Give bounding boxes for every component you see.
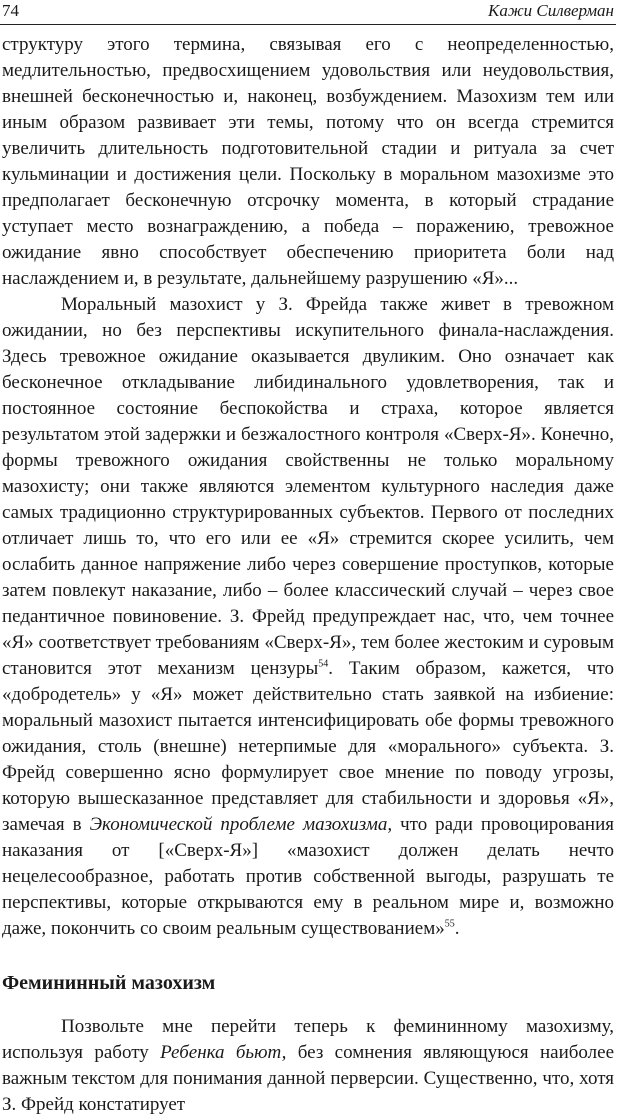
paragraph-3-part-b: без сомнения являющуюся наиболее важным текстом для понимания данной перверсии. Существенно, что, хотя З. Фрейд констатирует: [2, 1042, 614, 1115]
paragraph-3: [2, 1014, 614, 1118]
page-body: [2, 32, 614, 1118]
paragraph-2: [2, 292, 614, 942]
paragraph-2-part-c: что ради провоцирования наказания от [«Сверх-Я»] «мазохист должен делать нечто нецелесообразное, работать против собственной выгоды, разрушать те перспективы, которые открываются ему в реальном мире и, возможно даже, покончить со своим реальным существованием»: [2, 814, 615, 939]
cited-work-title: Экономической проблеме мазохизма,: [89, 814, 393, 835]
paragraph-2-part-b: . Таким образом, кажется, что «добродетель» у «Я» может действительно стать заявкой на избиение: моральный мазохист пытается интенсифицировать обе формы тревожного ожидания, столь (внешне) нетерпимые для «морального» субъекта. З. Фрейд совершенно ясно формулирует свое мнение по поводу угрозы, которую вышесказанное представляет для стабильности и здоровья «Я», замечая в: [2, 658, 614, 835]
page-number: 74: [2, 1, 19, 20]
paragraph-1: структуру этого термина, связывая его с неопределенностью, медлительностью, предвосхищением удовольствия или неудовольствия, внешней бесконечностью и, наконец, возбуждением. Мазохизм тем или иным образом развивает эти темы, потому что он всегда стремится увеличить длительность подготовительной стадии и ритуала за счет кульминации и достижения цели. Поскольку в моральном мазохизме это предполагает бесконечную отсрочку момента, в который страдание уступает место вознаграждению, а победа – поражению, тревожное ожидание явно способствует обеспечению приоритета боли над наслаждением и, в результате, дальнейшему разрушению «Я»...: [2, 34, 614, 289]
paragraph-2-part-a: Моральный мазохист у З. Фрейда также живет в тревожном ожидании, но без перспективы искупительного финала-наслаждения. Здесь тревожное ожидание оказывается двуликим. Оно означает как бесконечное откладывание либидинального удовлетворения, так и постоянное состояние беспокойства и страха, которое является результатом этой задержки и безжалостного контроля «Сверх-Я». Конечно, формы тревожного ожидания свойственны не только моральному мазохисту; они также являются элементом культурного наследия даже самых традиционно структурированных субъектов. Первого от последних отличает лишь то, что его или ее «Я» стремится скорее усилить, чем ослабить данное напряжение либо через совершение проступков, которые затем повлекут наказание, либо – более классический случай – через свое педантичное повиновение. З. Фрейд предупреждает нас, что, чем точнее «Я» соответствует требованиям «Сверх-Я», тем более жестоким и суровым становится этот механизм цензуры: [2, 294, 614, 679]
footnote-ref-54: 54: [318, 658, 329, 670]
header-rule: [0, 24, 616, 25]
paragraph-2-end: .: [454, 918, 460, 939]
running-header: [2, 0, 614, 22]
paragraph-3-work-title: Ребенка бьют,: [160, 1042, 287, 1063]
running-author: Кажи Силверман: [488, 1, 614, 20]
footnote-ref-55: 55: [444, 918, 455, 930]
section-heading: Фемининный мазохизм: [2, 972, 216, 994]
paragraph-3-part-a: Позвольте мне перейти теперь к фемининному мазохизму, используя работу: [2, 1016, 614, 1063]
